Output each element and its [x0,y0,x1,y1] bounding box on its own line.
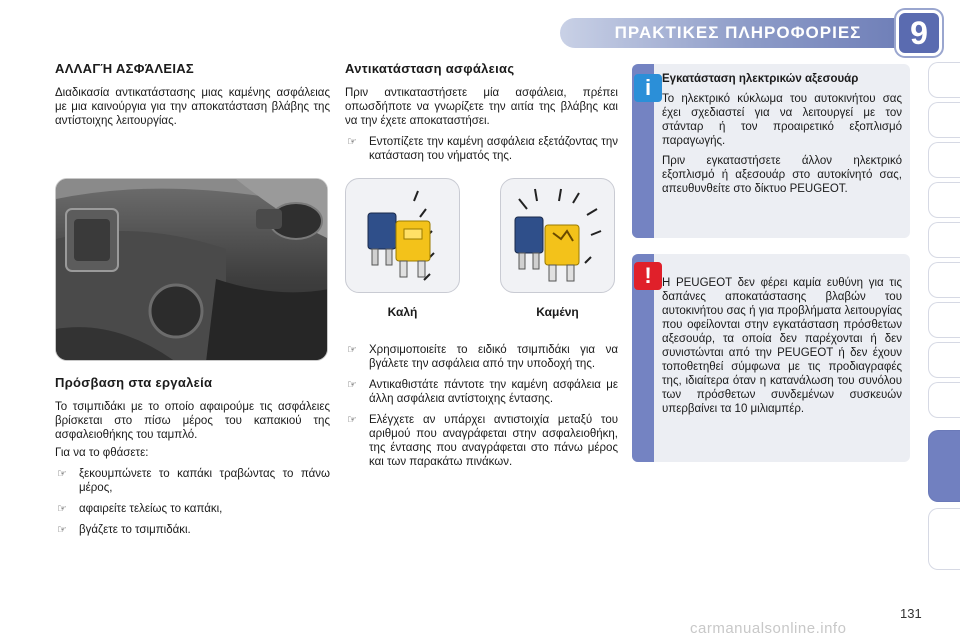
chapter-tab[interactable] [928,62,960,98]
fuse-good-label: Καλή [387,305,418,319]
list-item: ☞ βγάζετε το τσιμπιδάκι. [57,524,191,536]
chapter-badge: 9 [896,10,942,56]
chapter-tab[interactable] [928,262,960,298]
steps-intro: Για να το φθάσετε: [55,447,149,459]
tool-access-text: Το τσιμπιδάκι με το οποίο αφαιρούμε τις ασφάλειες βρίσκεται στο πίσω μέρος του καπακιού της ασφαλειοθήκης του ταμπλό. [55,401,330,441]
heading-fuse-change: ΑΛΛΑΓΉ ΑΣΦΆΛΕΙΑΣ [55,61,195,76]
steps-list [55,467,330,537]
info-panel-title: Εγκατάσταση ηλεκτρικών αξεσουάρ [662,73,859,85]
chapter-tab[interactable] [928,302,960,338]
info-panel-text: Πριν εγκαταστήσετε άλλον ηλεκτρικό εξοπλισμό ή αξεσουάρ στο αυτοκίνητό σας, απευθυνθείτε στο δίκτυο PEUGEOT. [662,155,902,195]
list-item: ☞ Αντικαθιστάτε πάντοτε την καμένη ασφάλεια με άλλη ασφάλεια αντίστοιχης έντασης. [347,379,618,405]
list-item: ☞ ξεκουμπώνετε το καπάκι τραβώντας το πάνω μέρος, [57,468,330,494]
warning-panel [632,254,910,462]
fuse-blown-label: Καμένη [536,305,579,319]
page-section-title: ΠΡΑΚΤΙΚΕΣ ΠΛΗΡΟΦΟΡΙΕΣ [614,23,862,42]
chapter-tab[interactable] [928,342,960,378]
warning-panel-text: Η PEUGEOT δεν φέρει καμία ευθύνη για τις δαπάνες αποκατάστασης βλαβών του αυτοκινήτου σας ή για προβλήματα λειτουργίας που οφείλονται στην εγκατάσταση πρόσθετων αξεσουάρ, τα οποία δεν παρέχονται ή δεν συνιστώνται από την PEUGEOT ή δεν έχουν τοποθετηθεί σύμφωνα με τις προδιαγραφές της, ιδιαίτερα όταν η κατανάλωση του συνόλου των πρόσθετων συνδεμένων συσκευών υπερβαίνει τα 10 μιλιαμπέρ. [662,277,902,415]
page-number: 131 [900,606,922,621]
column-left [55,62,330,132]
chapter-tab[interactable] [928,142,960,178]
pointing-hand-icon: ☞ [57,524,67,536]
pointing-hand-icon: ☞ [347,136,357,148]
pointing-hand-icon: ☞ [347,414,357,426]
column-middle-lower [345,336,618,469]
replacement-intro: Πριν αντικαταστήσετε μία ασφάλεια, πρέπει οπωσδήποτε να γνωρίζετε την αιτία της βλάβης και να την έχετε αποκαταστήσει. [345,87,618,127]
heading-fuse-replacement: Αντικατάσταση ασφάλειας [345,61,515,76]
list-item: ☞ αφαιρείτε τελείως το καπάκι, [57,503,223,515]
info-panel [632,64,910,238]
chapter-tab[interactable] [928,222,960,258]
chapter-tabs [928,62,960,582]
column-left-lower [55,376,330,537]
dashboard-photo [55,178,328,361]
list-item: ☞ Ελέγχετε αν υπάρχει αντιστοιχία μεταξύ του αριθμού που αναγράφεται στην ασφαλειοθήκη, της έντασης που αναγράφεται στο πάνω μέρος και των παρακάτω πινάκων. [347,414,618,468]
intro-text: Διαδικασία αντικατάστασης μιας καμένης ασφάλειας με μια καινούργια για την αποκατάσταση βλάβης της αντίστοιχης λειτουργίας. [55,87,330,127]
pointing-hand-icon: ☞ [57,503,67,515]
fuse-good-icon [346,179,461,294]
chapter-tab[interactable] [928,508,960,570]
warning-icon: ! [634,262,662,290]
list-item: ☞ Εντοπίζετε την καμένη ασφάλεια εξετάζοντας την κατάσταση του νήματός της. [347,136,618,162]
fuse-good-illustration [345,178,460,293]
chapter-tab[interactable] [928,382,960,418]
dashboard-illustration [56,179,328,361]
replacement-steps [345,343,618,469]
list-item: ☞ Χρησιμοποιείτε το ειδικό τσιμπιδάκι για να βγάλετε την ασφάλεια από την υποδοχή της. [347,344,618,370]
info-panel-text: Το ηλεκτρικό κύκλωμα του αυτοκινήτου σας έχει σχεδιαστεί για να λειτουργεί με τον στάνταρ ή τον προαιρετικό εξοπλισμό παραγωγής. [662,93,902,147]
pointing-hand-icon: ☞ [347,379,357,391]
chapter-tab-active[interactable] [928,430,960,502]
watermark: carmanualsonline.info [690,620,847,637]
info-icon: i [634,74,662,102]
heading-tool-access: Πρόσβαση στα εργαλεία [55,375,213,390]
fuse-blown-illustration [500,178,615,293]
column-middle [345,62,618,163]
pointing-hand-icon: ☞ [347,344,357,356]
pointing-hand-icon: ☞ [57,468,67,480]
fuse-blown-icon [501,179,616,294]
chapter-tab[interactable] [928,102,960,138]
chapter-tab[interactable] [928,182,960,218]
